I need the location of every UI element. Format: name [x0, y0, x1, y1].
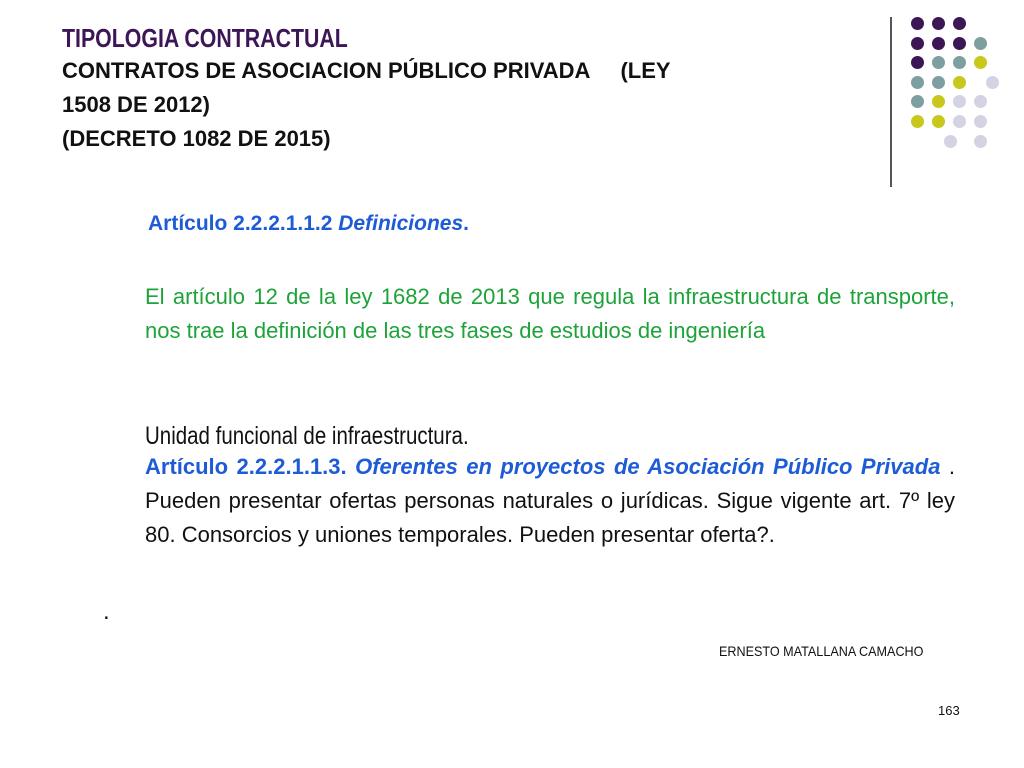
article-2-paragraph	[145, 450, 955, 552]
decorative-dot	[953, 76, 966, 89]
decorative-dot	[974, 115, 987, 128]
title-line-2b: (LEY	[620, 58, 671, 83]
decorative-dot	[953, 17, 966, 30]
decorative-dot	[911, 95, 924, 108]
decorative-dot	[911, 17, 924, 30]
title-line-2	[62, 54, 862, 88]
decorative-dot	[911, 76, 924, 89]
decorative-dot	[953, 37, 966, 50]
unidad-funcional-text: Unidad funcional de infraestructura.	[145, 422, 469, 450]
decorative-dot	[974, 56, 987, 69]
article-text-2: . Pueden presentar ofertas personas naturales o jurídicas. Sigue vigente art. 7º ley 80. Consorcios y uniones temporales. Pueden presentar oferta?.	[145, 454, 955, 547]
decorative-dot	[932, 56, 945, 69]
decorative-dot	[932, 17, 945, 30]
decorative-dot	[953, 115, 966, 128]
author-name: ERNESTO MATALLANA CAMACHO	[719, 643, 924, 659]
vertical-divider	[890, 17, 892, 187]
decorative-dot	[911, 56, 924, 69]
decorative-dot	[953, 95, 966, 108]
article-number-2: Artículo 2.2.2.1.1.3.	[145, 454, 347, 479]
article-period-1: .	[463, 212, 469, 235]
decorative-dot	[953, 56, 966, 69]
slide-title	[62, 22, 862, 156]
article-heading-1	[148, 212, 948, 236]
article-title-2: Oferentes en proyectos de Asociación Público Privada	[355, 454, 941, 479]
decorative-dot	[974, 135, 987, 148]
paragraph-ley-1682: El artículo 12 de la ley 1682 de 2013 que regula la infraestructura de transporte, nos trae la definición de las tres fases de estudios de ingeniería	[145, 284, 955, 343]
decorative-dot	[974, 37, 987, 50]
decorative-dot	[911, 115, 924, 128]
decorative-dot	[932, 115, 945, 128]
decorative-dot	[932, 37, 945, 50]
title-line-3: 1508 DE 2012)	[62, 92, 210, 117]
article-title-1: Definiciones	[338, 212, 464, 235]
title-line-1: TIPOLOGIA CONTRACTUAL	[62, 23, 348, 53]
decorative-dot	[932, 76, 945, 89]
title-line-2a: CONTRATOS DE ASOCIACION PÚBLICO PRIVADA	[62, 58, 591, 83]
decorative-dot	[932, 95, 945, 108]
page-number: 163	[938, 703, 960, 718]
article-number-1: Artículo 2.2.2.1.1.2	[148, 212, 333, 235]
bullet-mark: .	[103, 598, 110, 625]
decorative-dot	[944, 135, 957, 148]
decorative-dot	[911, 37, 924, 50]
title-line-4: (DECRETO 1082 DE 2015)	[62, 126, 331, 151]
decorative-dot	[974, 95, 987, 108]
decorative-dot	[986, 76, 999, 89]
